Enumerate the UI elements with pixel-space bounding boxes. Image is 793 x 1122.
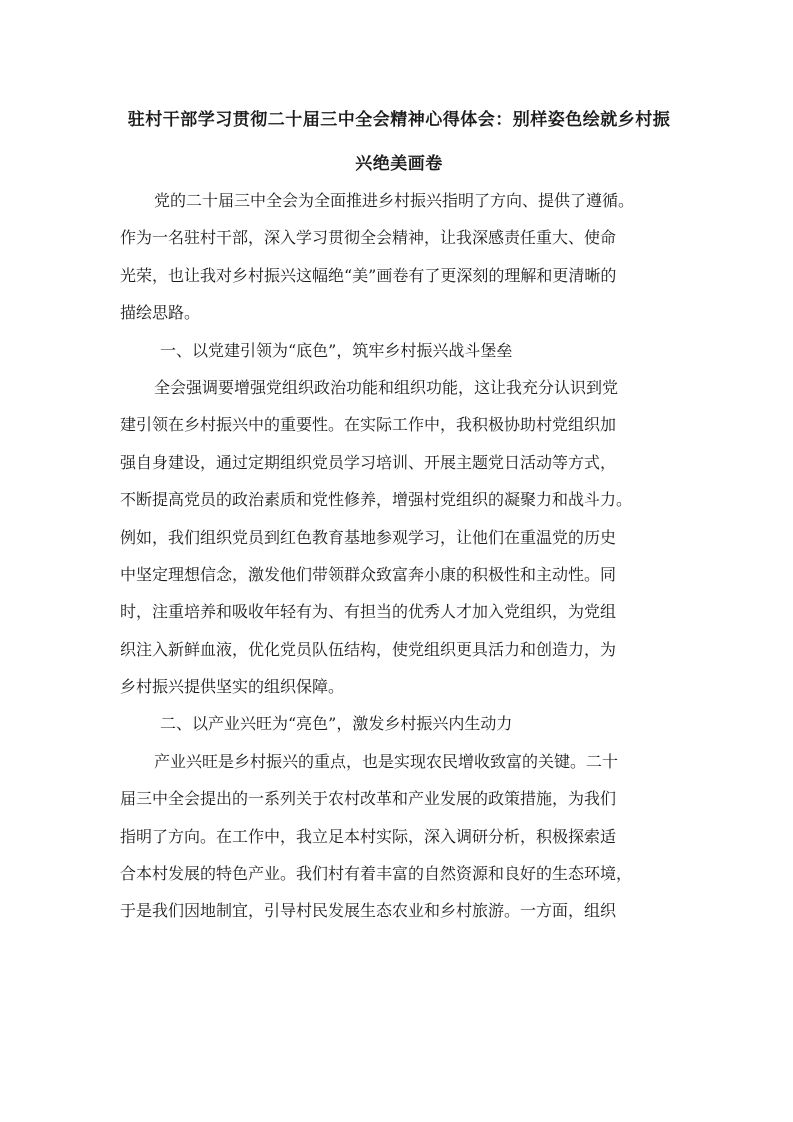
paragraph-line: 乡村振兴提供坚实的组织保障。	[120, 677, 345, 697]
document-body	[120, 182, 690, 930]
paragraph-line: 强自身建设，通过定期组织党员学习培训、开展主题党日活动等方式，	[120, 452, 617, 472]
paragraph-line: 届三中全会提出的一系列关于农村改革和产业发展的政策措施，为我们	[120, 789, 617, 809]
paragraph-line: 产业兴旺是乡村振兴的重点，也是实现农民增收致富的关键。二十	[154, 751, 619, 771]
paragraph-line: 不断提高党员的政治素质和党性修养，增强村党组织的凝聚力和战斗力。	[120, 490, 633, 510]
paragraph-line: 织注入新鲜血液，优化党员队伍结构，使党组织更具活力和创造力，为	[120, 639, 617, 659]
paragraph-line: 时，注重培养和吸收年轻有为、有担当的优秀人才加入党组织，为党组	[120, 602, 617, 622]
paragraph-line: 全会强调要增强党组织政治功能和组织功能，这让我充分认识到党	[154, 377, 619, 397]
title-line: 兴绝美画卷	[355, 154, 443, 174]
paragraph-line: 例如，我们组织党员到红色教育基地参观学习，让他们在重温党的历史	[120, 527, 617, 547]
document-title	[104, 98, 694, 186]
paragraph-line: 作为一名驻村干部，深入学习贯彻全会精神，让我深感责任重大、使命	[120, 228, 617, 248]
paragraph-line: 党的二十届三中全会为全面推进乡村振兴指明了方向、提供了遵循。	[154, 191, 635, 210]
section-heading: 一、以党建引领为“底色”，筑牢乡村振兴战斗堡垒	[160, 340, 513, 360]
paragraph-line: 指明了方向。在工作中，我立足本村实际，深入调研分析，积极探索适	[120, 826, 617, 846]
paragraph-line: 光荣，也让我对乡村振兴这幅绝“美”画卷有了更深刻的理解和更清晰的	[120, 265, 617, 285]
paragraph-line: 于是我们因地制宜，引导村民发展生态农业和乡村旅游。一方面，组织	[120, 901, 617, 921]
title-line: 驻村干部学习贯彻二十届三中全会精神心得体会：别样姿色绘就乡村振	[127, 110, 671, 130]
paragraph-line: 合本村发展的特色产业。我们村有着丰富的自然资源和良好的生态环境，	[120, 864, 633, 884]
paragraph-line: 描绘思路。	[120, 303, 201, 323]
paragraph-line: 中坚定理想信念，激发他们带领群众致富奔小康的积极性和主动性。同	[120, 564, 617, 584]
paragraph-line: 建引领在乡村振兴中的重要性。在实际工作中，我积极协助村党组织加	[120, 415, 617, 435]
section-heading: 二、以产业兴旺为“亮色”，激发乡村振兴内生动力	[160, 714, 513, 734]
